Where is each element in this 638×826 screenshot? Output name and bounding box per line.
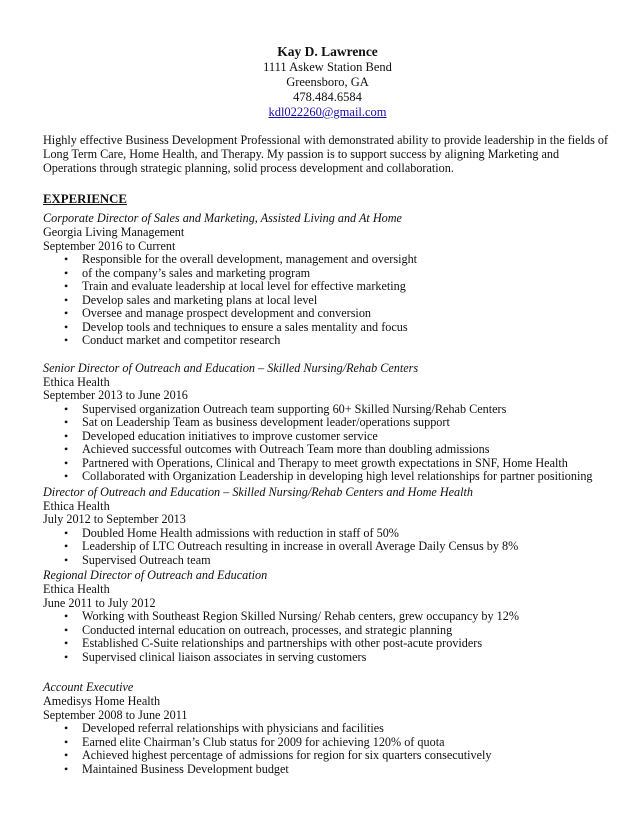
job-entry: [43, 567, 612, 664]
list-item: • Earned elite Chairman’s Club status for 2009 for achieving 120% of quota: [64, 736, 612, 750]
job-bullet-list: [43, 253, 612, 348]
phone-number: 478.484.6584: [293, 90, 362, 104]
list-item: • Achieved highest percentage of admissions for region for six quarters consecutively: [64, 749, 612, 763]
employment-dates: July 2012 to September 2013: [43, 512, 186, 526]
list-item: • Established C-Suite relationships and partnerships with other post-acute providers: [64, 637, 612, 651]
job-entry: [43, 484, 612, 568]
company-name: Amedisys Home Health: [43, 694, 161, 708]
company-name: Ethica Health: [43, 374, 110, 389]
list-item: • Working with Southeast Region Skilled Nursing/ Rehab centers, grew occupancy by 12%: [64, 610, 612, 624]
list-item: • Achieved successful outcomes with Outreach Team more than doubling admissions: [64, 443, 612, 457]
employment-dates: September 2016 to Current: [43, 238, 176, 253]
list-item: • Conducted internal education on outreach, processes, and strategic planning: [64, 624, 612, 638]
list-item: • Develop sales and marketing plans at local level: [64, 294, 612, 308]
professional-summary: Highly effective Business Development Professional with demonstrated ability to provide leadership in the fields of Long Term Care, Home Health, and Therapy. My passion is to support success by aligning Marketing and Operations through strategic planning, solid process development and collaboration.: [43, 133, 609, 175]
list-item: • Oversee and manage prospect development and conversion: [64, 307, 612, 321]
list-item: • Sat on Leadership Team as business development leader/operations support: [64, 416, 612, 430]
email-link[interactable]: kdl022260@gmail.com: [268, 105, 387, 119]
job-title: Director of Outreach and Education – Skilled Nursing/Rehab Centers and Home Health: [43, 484, 474, 499]
list-item: • of the company’s sales and marketing program: [64, 267, 612, 281]
list-item: • Supervised clinical liaison associates in serving customers: [64, 651, 612, 665]
experience-heading: EXPERIENCE: [43, 192, 127, 206]
job-title: Senior Director of Outreach and Education – Skilled Nursing/Rehab Centers: [43, 360, 419, 375]
job-bullet-list: [43, 722, 612, 776]
list-item: • Collaborated with Organization Leadership in developing high level relationships for partner positioning: [64, 470, 612, 484]
list-item: • Supervised organization Outreach team supporting 60+ Skilled Nursing/Rehab Centers: [64, 403, 612, 417]
job-bullet-list: [43, 610, 612, 664]
street-address: 1111 Askew Station Bend: [263, 60, 392, 74]
city-state: Greensboro, GA: [286, 75, 369, 89]
list-item: • Partnered with Operations, Clinical and Therapy to meet growth expectations in SNF, Home Health: [64, 457, 612, 471]
job-bullet-list: [43, 403, 612, 484]
list-item: • Maintained Business Development budget: [64, 763, 612, 777]
list-item: • Doubled Home Health admissions with reduction in staff of 50%: [64, 527, 612, 541]
candidate-name: Kay D. Lawrence: [277, 44, 378, 59]
employment-dates: September 2013 to June 2016: [43, 388, 188, 402]
list-item: • Developed referral relationships with physicians and facilities: [64, 722, 612, 736]
job-entry: [43, 360, 612, 484]
job-title: Corporate Director of Sales and Marketing, Assisted Living and At Home: [43, 211, 402, 225]
list-item: • Developed education initiatives to improve customer service: [64, 430, 612, 444]
employment-dates: September 2008 to June 2011: [43, 707, 188, 722]
list-item: • Develop tools and techniques to ensure a sales mentality and focus: [64, 321, 612, 335]
job-title: Account Executive: [43, 680, 134, 694]
job-entry: [43, 679, 612, 776]
job-bullet-list: [43, 527, 612, 568]
experience-list: [43, 210, 612, 776]
company-name: Georgia Living Management: [43, 225, 185, 239]
list-item: • Train and evaluate leadership at local level for effective marketing: [64, 280, 612, 294]
employment-dates: June 2011 to July 2012: [43, 595, 156, 610]
list-item: • Leadership of LTC Outreach resulting in increase in overall Average Daily Census by 8%: [64, 540, 612, 554]
company-name: Ethica Health: [43, 582, 110, 596]
list-item: • Supervised Outreach team: [64, 554, 612, 568]
job-entry: [43, 210, 612, 348]
list-item: • Responsible for the overall development, management and oversight: [64, 253, 612, 267]
resume-header: [43, 44, 612, 120]
job-title: Regional Director of Outreach and Education: [43, 568, 268, 582]
list-item: • Conduct market and competitor research: [64, 334, 612, 348]
company-name: Ethica Health: [43, 498, 110, 513]
